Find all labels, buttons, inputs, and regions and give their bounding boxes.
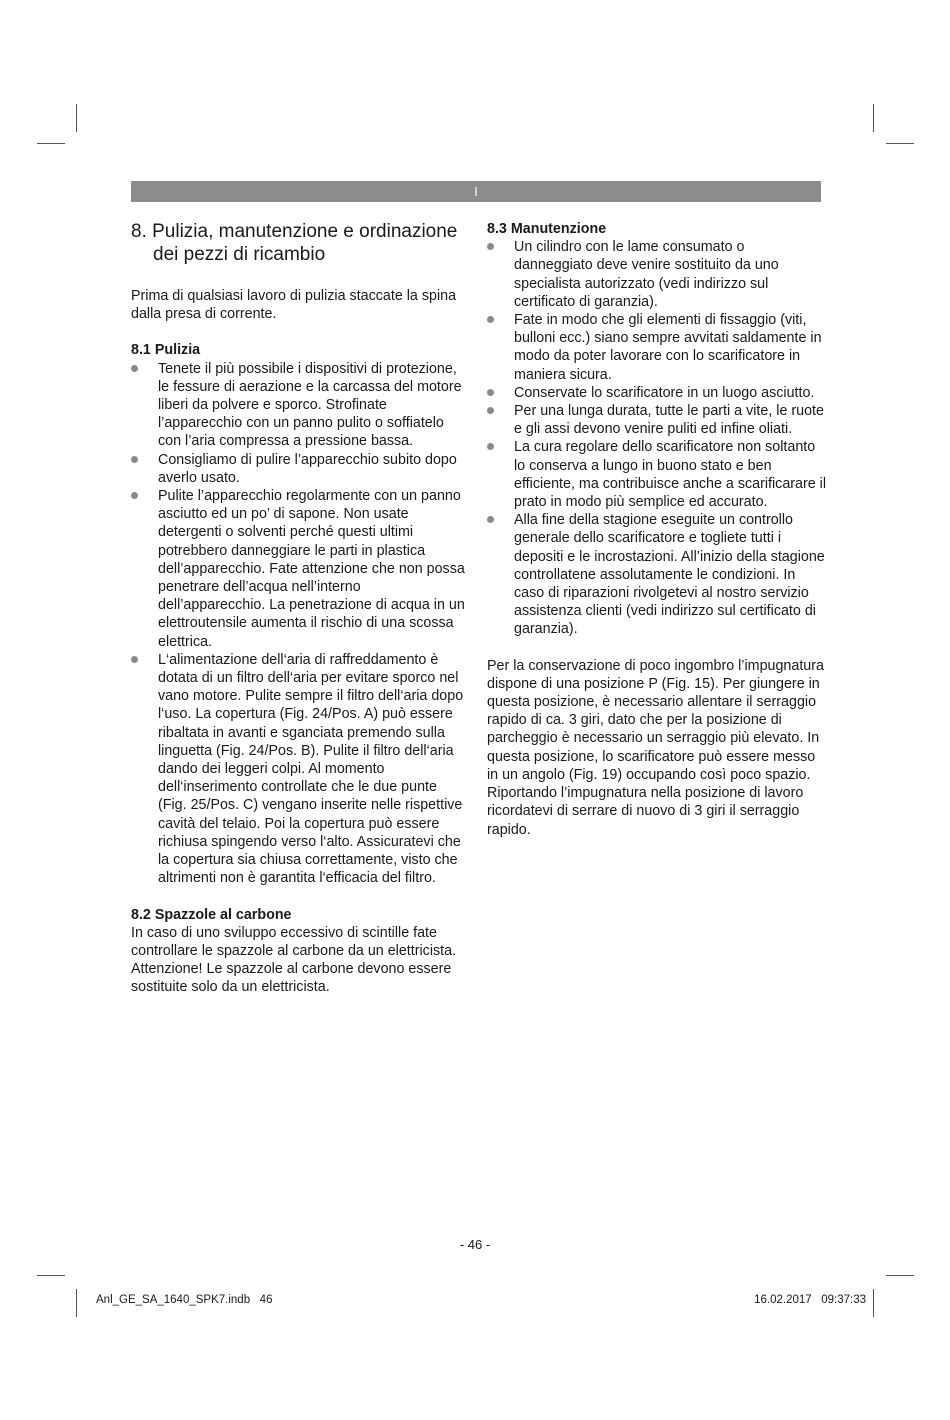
bullet-icon — [131, 456, 138, 463]
list-item: Per una lunga durata, tutte le parti a vite, le ruote e gli assi devono venire puliti ed infine oliati. — [487, 402, 827, 438]
bullet-icon — [487, 407, 494, 414]
list-item: Tenete il più possibile i dispositivi di protezione, le fessure di aerazione e la carcassa del motore liberi da polvere e sporco. Strofinate l’apparecchio con un panno pulito o soffiatelo con l’aria compressa a pressione bassa. — [131, 360, 467, 451]
footer-timestamp: 16.02.2017 09:37:33 — [754, 1294, 866, 1306]
right-column — [487, 220, 827, 839]
language-header-bar — [131, 181, 821, 202]
crop-mark — [37, 143, 65, 144]
list-item: Un cilindro con le lame consumato o danneggiato deve venire sostituito da uno specialista autorizzato (vedi indirizzo sul certificato di garanzia). — [487, 238, 827, 311]
intro-paragraph: Prima di qualsiasi lavoro di pulizia staccate la spina dalla presa di corrente. — [131, 288, 457, 323]
footer-file-info: Anl_GE_SA_1640_SPK7.indb 46 — [96, 1294, 273, 1306]
list-item: Consigliamo di pulire l’apparecchio subito dopo averlo usato. — [131, 451, 467, 487]
crop-mark — [76, 1289, 77, 1317]
crop-mark — [886, 1275, 914, 1276]
list-item: Conservate lo scarificatore in un luogo asciutto. — [487, 384, 827, 402]
heading-pulizia: 8.1 Pulizia — [131, 342, 201, 359]
list-item: Fate in modo che gli elementi di fissaggio (viti, bulloni ecc.) siano sempre avvitati saldamente in modo da poter lavorare con lo scarificatore in maniera sicura. — [487, 311, 827, 384]
bullet-icon — [131, 365, 138, 372]
manutenzione-list — [487, 238, 827, 638]
bullet-icon — [487, 516, 494, 523]
list-item: Pulite l’apparecchio regolarmente con un panno asciutto ed un po’ di sapone. Non usate detergenti o solventi perché questi ultimi potrebbero danneggiare le parti in plastica dell’apparecchio. Fate attenzione che non possa penetrare dell’acqua nell’interno dell’apparecchio. La penetrazione di acqua in un elettroutensile aumenta il rischio di una scossa elettrica. — [131, 487, 467, 651]
list-item: Alla fine della stagione eseguite un controllo generale dello scarificatore e togliete tutti i depositi e le incrostazioni. All’inizio della stagione controllatene assolutamente le condizioni. In caso di riparazioni rivolgetevi al nostro servizio assistenza clienti (vedi indirizzo sul certificato di garanzia). — [487, 511, 827, 638]
section-title: 8. Pulizia, manutenzione e ordinazione dei pezzi di ricambio — [131, 221, 458, 265]
language-marker: I — [474, 184, 478, 199]
crop-mark — [76, 104, 77, 132]
heading-spazzole: 8.2 Spazzole al carbone — [131, 906, 292, 923]
bullet-icon — [487, 243, 494, 250]
bullet-icon — [487, 389, 494, 396]
crop-mark — [873, 104, 874, 132]
bullet-icon — [131, 656, 138, 663]
list-item: L‘alimentazione dell‘aria di raffreddamento è dotata di un filtro dell‘aria per evitare sporco nel vano motore. Pulite sempre il filtro dell‘aria dopo l‘uso. La copertura (Fig. 24/Pos. A) può essere ribaltata in avanti e sganciata premendo sulla linguetta (Fig. 24/Pos. B). Pulite il filtro dell‘aria dando dei leggeri colpi. Al momento dell‘inserimento controllate che le due punte (Fig. 25/Pos. C) vengano inserite nelle rispettive cavità del telaio. Poi la copertura può essere richiusa spingendo verso l‘alto. Assicuratevi che la copertura sia chiusa correttamente, visto che altrimenti non è garantita l‘efficacia del filtro. — [131, 651, 467, 888]
left-column — [131, 220, 467, 997]
storage-paragraph: Per la conservazione di poco ingombro l’impugnatura dispone di una posizione P (Fig. 15). Per giungere in questa posizione, è necessario allentare il serraggio rapido di ca. 3 giri, dato che per la posizione di parcheggio è necessario un serraggio più elevato. In questa posizione, lo scarificatore può essere messo in un angolo (Fig. 19) occupando così poco spazio. Riportando l’impugnatura nella posizione di lavoro ricordatevi di serrare di nuovo di 3 giri il serraggio rapido. — [487, 657, 824, 838]
page-number: - 46 - — [459, 1237, 491, 1252]
crop-mark — [886, 143, 914, 144]
bullet-icon — [487, 316, 494, 323]
pulizia-list — [131, 360, 467, 888]
spazzole-paragraph: In caso di uno sviluppo eccessivo di scintille fate controllare le spazzole al carbone da un elettricista. Attenzione! Le spazzole al carbone devono essere sostituite solo da un elettricista. — [131, 924, 457, 996]
heading-manutenzione: 8.3 Manutenzione — [487, 221, 607, 237]
crop-mark — [873, 1289, 874, 1317]
list-item: La cura regolare dello scarificatore non soltanto lo conserva a lungo in buono stato e ben efficiente, ma contribuisce anche a scarificarare il prato in modo più semplice ed accurato. — [487, 438, 827, 511]
bullet-icon — [487, 443, 494, 450]
bullet-icon — [131, 492, 138, 499]
crop-mark — [37, 1275, 65, 1276]
